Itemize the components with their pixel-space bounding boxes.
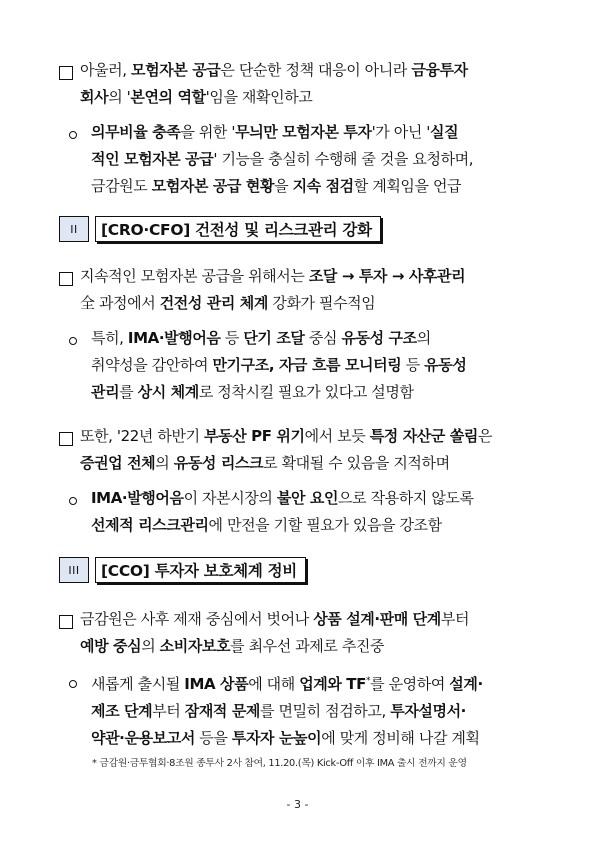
text: 중심 — [304, 329, 342, 347]
footnote: * 금감원·금투협회·8조원 종투사 2사 참여, 11.20.(목) Kick-Off 이후 IMA 출시 전까지 운영 — [92, 758, 467, 769]
text: 아울러, — [80, 61, 132, 79]
text: 부터 — [440, 610, 470, 628]
line — [80, 84, 468, 111]
bold-text: 모험자본 공급 — [131, 61, 221, 79]
bold-text: 유동성 구조 — [341, 329, 417, 347]
text: 취약성을 감안하여 — [91, 356, 213, 374]
line — [91, 146, 473, 173]
bold-text: 부동산 PF 위기 — [204, 427, 305, 445]
text: 새롭게 출시될 — [91, 675, 185, 693]
circle-bullet — [69, 487, 77, 514]
bold-text: 예방 중심 — [80, 637, 142, 655]
bold-text: 조달 → 투자 → 사후관리 — [308, 267, 466, 285]
line — [80, 423, 492, 450]
page-number: - 3 - — [286, 798, 309, 811]
bold-text: 제조 단계 — [91, 702, 153, 720]
bold-text: 증권업 전체 — [80, 454, 156, 472]
text: 은 단순한 정책 대응이 아니라 — [220, 61, 412, 79]
text: 로 정착시킬 필요가 있다고 설명함 — [198, 383, 414, 401]
text: 를 면밀히 점검하고, — [260, 702, 391, 720]
bold-text: 적인 모험자본 공급 — [91, 150, 214, 168]
line — [91, 119, 473, 146]
section-number: III — [59, 557, 89, 583]
line — [80, 263, 465, 290]
line — [80, 606, 469, 633]
text: 에 맞게 정비해 나갈 계획 — [321, 729, 480, 747]
bold-text: 관리 — [91, 383, 120, 401]
text: 의 ' — [108, 88, 131, 106]
line — [80, 633, 469, 660]
bold-text: 불안 요인 — [276, 489, 339, 507]
line — [91, 379, 466, 406]
text: 은 — [477, 427, 493, 445]
bold-text: 투자설명서· — [390, 702, 466, 720]
text: 금감원도 — [91, 177, 152, 195]
line — [91, 485, 474, 512]
bold-text: 실질 — [430, 123, 459, 141]
bold-text: IMA 상품 — [184, 675, 249, 693]
bold-text: 상품 설계·판매 단계 — [313, 610, 441, 628]
circle-bullet — [69, 121, 77, 148]
text: 이 자본시장의 — [183, 489, 277, 507]
line — [91, 352, 466, 379]
bold-text: 투자자 눈높이 — [231, 729, 322, 747]
bold-text: 무늬만 모험자본 투자 — [235, 123, 372, 141]
text: '가 아닌 ' — [371, 123, 431, 141]
square-bullet — [59, 59, 73, 89]
line — [80, 290, 465, 317]
line — [80, 57, 468, 84]
line — [91, 668, 483, 698]
line — [91, 512, 474, 539]
square-bullet — [59, 425, 73, 455]
text: 등을 — [194, 729, 232, 747]
text: 를 운영하여 — [370, 675, 450, 693]
bold-text: 잠재적 문제 — [184, 702, 261, 720]
section-heading-iii — [59, 557, 306, 583]
bold-text: 모험자본 공급 현황 — [151, 177, 275, 195]
text: 특히, — [91, 329, 128, 347]
paragraph-pf-crisis — [80, 423, 492, 477]
text: 를 최우선 과제로 추진중 — [230, 637, 385, 655]
paragraph-real-capital — [91, 119, 473, 200]
bold-text: IMA·발행어음 — [127, 329, 221, 347]
bold-text: 단기 조달 — [243, 329, 305, 347]
circle-bullet — [69, 327, 77, 354]
text: 로 확대될 수 있음을 지적하며 — [263, 454, 450, 472]
bold-text: 약관·운용보고서 — [91, 729, 195, 747]
text: 에 대해 — [248, 675, 300, 693]
section-title: [CRO·CFO] 건전성 및 리스크관리 강화 — [95, 216, 381, 242]
paragraph-preemptive — [91, 485, 474, 539]
text: 부터 — [152, 702, 185, 720]
text: 등 — [220, 329, 244, 347]
line — [91, 173, 473, 200]
text: 등 — [401, 356, 425, 374]
line — [91, 325, 466, 352]
paragraph-soundness — [80, 263, 465, 317]
square-bullet — [59, 265, 73, 295]
bold-text: 상시 체계 — [137, 383, 199, 401]
bold-text: 설계· — [449, 675, 483, 693]
text: 全 과정에서 — [80, 294, 160, 312]
text: 에 만전을 기할 필요가 있음을 강조함 — [208, 516, 442, 534]
text: 할 계획임을 언급 — [353, 177, 462, 195]
bold-text: 본연의 역할 — [130, 88, 206, 106]
bold-text: 선제적 리스크관리 — [91, 516, 209, 534]
bold-text: 회사 — [80, 88, 109, 106]
square-bullet — [59, 608, 73, 638]
text: '임을 재확인하고 — [205, 88, 313, 106]
text: 금감원은 사후 제재 중심에서 벗어나 — [80, 610, 314, 628]
text: 에서 보듯 — [304, 427, 370, 445]
bold-text: 유동성 — [424, 356, 467, 374]
text: 지속적인 모험자본 공급을 위해서는 — [80, 267, 309, 285]
line — [91, 698, 483, 725]
section-number: II — [59, 216, 89, 242]
text: 으로 작용하지 않도록 — [338, 489, 474, 507]
text: 의 — [155, 454, 174, 472]
bold-text: 금융투자 — [411, 61, 468, 79]
text: 의 — [141, 637, 160, 655]
text: 을 — [274, 177, 293, 195]
bold-text: IMA·발행어음 — [91, 489, 184, 507]
bold-text: 만기구조, 자금 흐름 모니터링 — [212, 356, 402, 374]
bold-text: 건전성 관리 체계 — [159, 294, 268, 312]
bold-text: 지속 점검 — [292, 177, 354, 195]
circle-bullet — [69, 670, 77, 697]
text: 을 위한 ' — [180, 123, 236, 141]
paragraph-capital-supply — [80, 57, 468, 111]
text: 를 — [119, 383, 138, 401]
paragraph-consumer-protection — [80, 606, 469, 660]
text: 강화가 필수적임 — [267, 294, 376, 312]
paragraph-ima-product — [91, 668, 483, 752]
paragraph-liquidity — [91, 325, 466, 406]
bold-text: 소비자보호 — [159, 637, 231, 655]
section-title: [CCO] 투자자 보호체계 정비 — [95, 557, 306, 583]
bold-text: 유동성 리스크 — [173, 454, 264, 472]
line — [80, 450, 492, 477]
bold-text: 업계와 TF — [299, 675, 366, 693]
section-heading-ii — [59, 216, 381, 242]
bold-text: 특정 자산군 쏠림 — [369, 427, 478, 445]
text: ' 기능을 충실히 수행해 줄 것을 요청하며, — [213, 150, 474, 168]
bold-text: 의무비율 충족 — [91, 123, 181, 141]
footnote-marker: * — [366, 676, 371, 686]
text: 또한, '22년 하반기 — [80, 427, 205, 445]
line — [91, 725, 483, 752]
text: 의 — [416, 329, 431, 347]
